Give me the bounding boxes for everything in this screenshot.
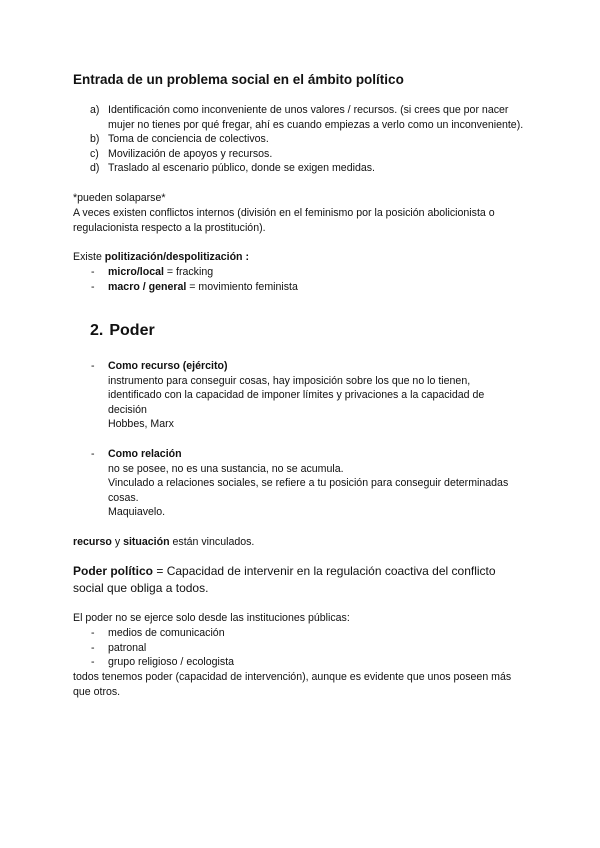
dash-marker: - [91,280,95,293]
term-recurso: recurso [73,536,112,548]
list-item [73,147,528,162]
power-view-relation [73,447,523,520]
dash-marker: - [91,627,95,639]
linked-rest: están vinculados. [169,536,255,548]
overlap-note: *pueden solaparse* [73,192,166,204]
political-power-text: = Capacidad de intervenir en la regulación coactiva del conflicto social que obliga a todos. [73,564,496,595]
power-view-line: instrumento para conseguir cosas, hay imposición sobre los que no lo tienen, identificado con la capacidad de imponer límites y privaciones a la capacidad de decisión [108,374,485,416]
dash-marker: - [91,641,95,654]
scale-term: macro / general [108,280,187,293]
linked-connector: y [111,536,124,548]
power-view-resource [73,359,523,432]
list-item [73,132,528,147]
power-view-title: Como relación [108,448,182,460]
section-heading: Entrada de un problema social en el ámbito político [73,72,404,87]
power-view-line: no se posee, no es una sustancia, no se acumula. [108,462,344,475]
list-item [73,280,513,295]
dash-marker: - [91,266,95,278]
list-item-text: Traslado al escenario público, donde se exigen medidas. [108,162,375,175]
list-item-text: Toma de conciencia de colectivos. [108,133,269,146]
power-view-authors: Hobbes, Marx [108,418,174,431]
institution-text: medios de comunicación [108,627,225,639]
section-number: 2. [90,322,104,339]
list-marker: c) [90,147,99,160]
politization-term: politización/despolitización : [104,251,249,263]
institution-text: patronal [108,641,147,654]
power-view-line: Vinculado a relaciones sociales, se refiere a tu posición para conseguir determinadas cosas. [108,477,509,504]
politization-list [73,265,513,294]
list-item-text: Identificación como inconveniente de unos valores / recursos. (si crees que por nacer mujer no tienes por qué fregar, ahí es cuando empiezas a verlo como un inconveniente). [108,104,524,131]
list-item [73,265,513,280]
politization-line [73,250,533,265]
politization-prefix: Existe [73,251,105,263]
list-item [73,641,513,656]
list-item [73,626,513,641]
list-item [73,655,513,670]
term-situacion: situación [123,536,170,548]
list-item-text: Movilización de apoyos y recursos. [108,147,273,160]
list-marker: a) [90,104,100,116]
scale-example: = fracking [163,266,214,278]
list-marker: d) [90,162,100,175]
stages-list [73,103,528,176]
linked-statement [73,535,533,550]
section-title: Poder [109,322,155,339]
list-item [73,103,528,132]
political-power-definition [73,563,528,596]
list-marker: b) [90,133,100,146]
dash-marker: - [91,360,95,372]
scale-example: = movimiento feminista [186,280,298,293]
institutions-list [73,626,513,670]
list-item [73,161,528,176]
scale-term: micro/local [108,266,164,278]
power-view-title: Como recurso (ejército) [108,360,228,372]
power-view-authors: Maquiavelo. [108,506,166,519]
closing-statement: todos tenemos poder (capacidad de intervención), aunque es evidente que unos poseen más que otros. [73,671,512,698]
institution-text: grupo religioso / ecologista [108,656,235,669]
dash-marker: - [91,448,95,460]
political-power-term: Poder político [73,564,154,578]
institutions-intro: El poder no se ejerce solo desde las instituciones públicas: [73,612,350,624]
dash-marker: - [91,656,95,669]
conflict-note: A veces existen conflictos internos (división en el feminismo por la posición abolicionista o regulacionista respecto a la prostitución). [73,207,495,234]
section-2-heading [90,322,155,340]
